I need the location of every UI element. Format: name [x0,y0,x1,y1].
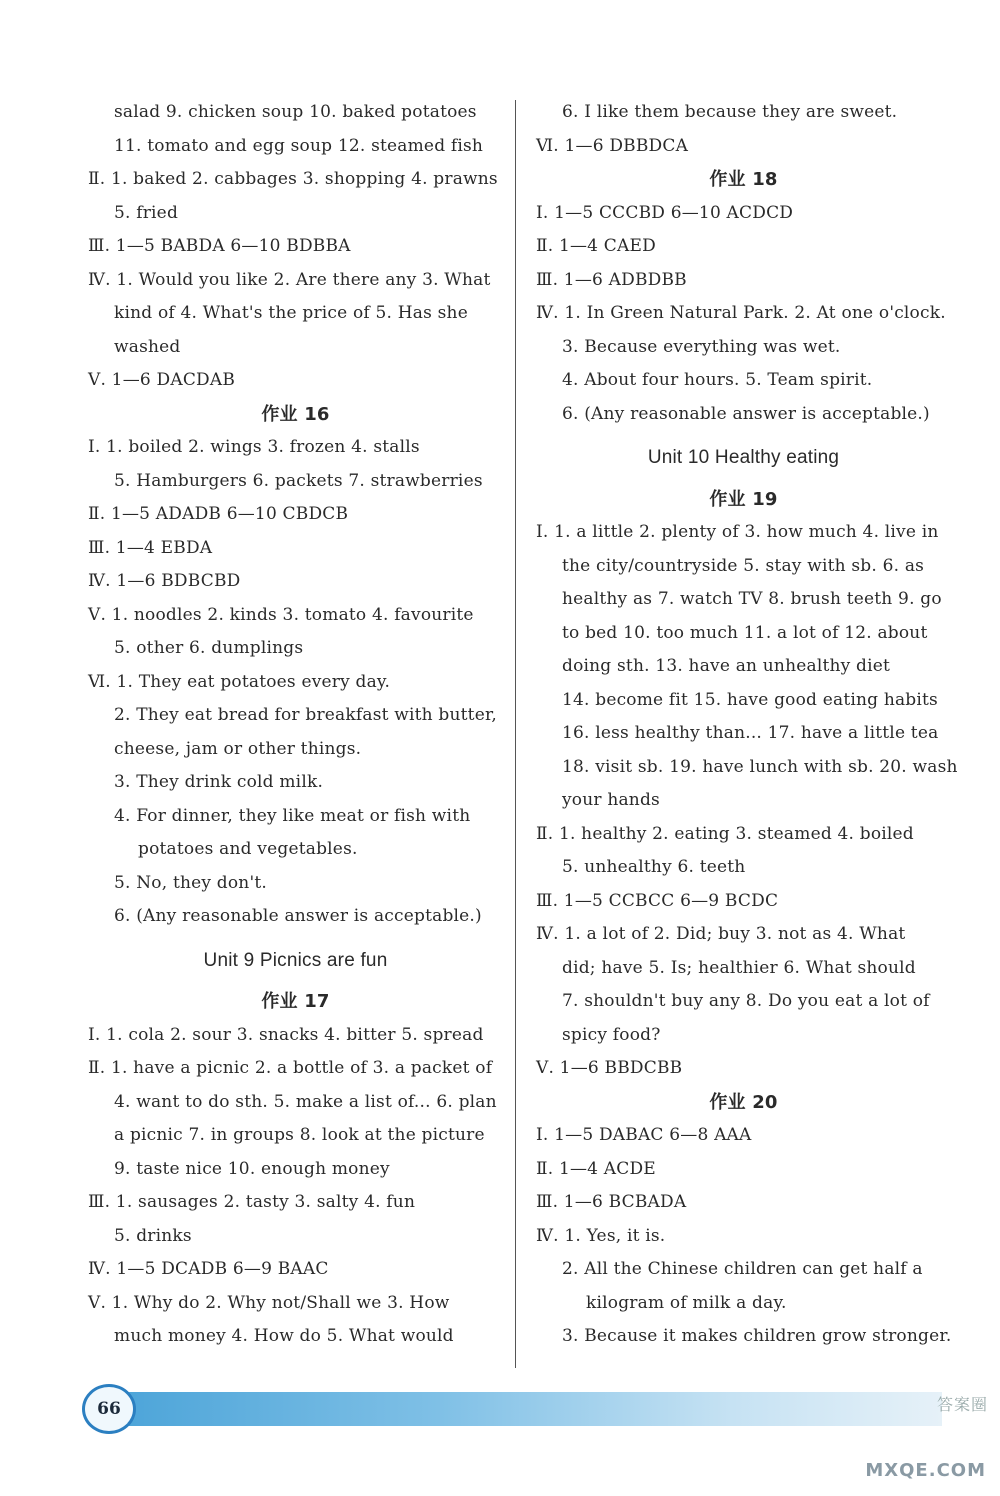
answer-line: the city/countryside 5. stay with sb. 6. as [562,555,925,576]
answer-line: Ⅲ. 1—5 CCBCC 6—9 BCDC [536,890,779,911]
answer-line: 9. taste nice 10. enough money [114,1158,390,1179]
answer-line: 11. tomato and egg soup 12. steamed fish [114,135,484,156]
answer-line: much money 4. How do 5. What would [114,1326,454,1346]
answer-line: Ⅱ. 1. baked 2. cabbages 3. shopping 4. prawns [88,169,498,189]
answer-line: Ⅵ. 1. They eat potatoes every day. [88,671,391,692]
answer-line: Ⅱ. 1. healthy 2. eating 3. steamed 4. boiled [536,823,914,844]
answer-line: Ⅱ. 1—4 CAED [536,236,656,256]
answer-line: Ⅰ. 1. boiled 2. wings 3. frozen 4. stalls [88,437,420,457]
answer-line: 2. All the Chinese children can get half a [562,1259,923,1279]
answer-line: Ⅳ. 1. Would you like 2. Are there any 3. What [88,269,491,290]
answer-line: 5. other 6. dumplings [114,638,304,658]
answer-line: 7. shouldn't buy any 8. Do you eat a lot of [562,991,930,1011]
page-number: 66 [82,1384,136,1434]
left-column [88,96,503,1354]
answer-line: Ⅲ. 1—5 BABDA 6—10 BDBBA [88,236,351,256]
page-footer [82,1384,952,1434]
right-column [536,96,958,1354]
assignment-heading: 作业 18 [709,169,778,190]
answer-line: potatoes and vegetables. [138,839,358,859]
answer-line: 2. They eat bread for breakfast with butter, [114,705,498,725]
column-divider [515,100,516,1368]
answer-line: 5. fried [114,202,179,223]
answer-line: Ⅳ. 1—6 BDBCBD [88,571,241,591]
answer-line: healthy as 7. watch TV 8. brush teeth 9. go [562,589,942,609]
answer-line: cheese, jam or other things. [114,738,362,759]
answer-line: Ⅳ. 1—5 DCADB 6—9 BAAC [88,1259,329,1279]
answer-line: 3. They drink cold milk. [114,772,324,792]
answer-line: Ⅳ. 1. Yes, it is. [536,1225,666,1246]
answer-line: Ⅵ. 1—6 DBBDCA [536,135,689,156]
answer-line: 16. less healthy than... 17. have a little tea [562,723,939,743]
assignment-heading: 作业 19 [709,488,778,510]
answer-line: Ⅰ. 1—5 DABAC 6—8 AAA [536,1125,752,1145]
answer-line: to bed 10. too much 11. a lot of 12. about [562,622,928,643]
answer-line: Ⅳ. 1. a lot of 2. Did; buy 3. not as 4. What [536,924,906,944]
answer-line: Ⅴ. 1—6 BBDCBB [536,1058,683,1078]
answer-line: salad 9. chicken soup 10. baked potatoes [114,102,477,122]
answer-line: washed [114,336,181,357]
answer-line: 6. (Any reasonable answer is acceptable.) [114,906,482,926]
answer-line: 5. No, they don't. [114,872,267,893]
answer-line: did; have 5. Is; healthier 6. What should [562,957,916,978]
watermark-logo: 答案圈 [936,1395,988,1414]
answer-line: 4. About four hours. 5. Team spirit. [562,370,873,390]
answer-line: 18. visit sb. 19. have lunch with sb. 20. wash [562,756,958,777]
answer-line: Ⅲ. 1—6 BCBADA [536,1192,687,1212]
answer-line: 6. I like them because they are sweet. [562,102,898,122]
assignment-heading: 作业 16 [261,403,330,425]
answer-line: Ⅰ. 1—5 CCCBD 6—10 ACDCD [536,202,794,223]
answer-line: Ⅲ. 1—4 EBDA [88,537,213,558]
answer-line: your hands [562,790,660,810]
answer-line: spicy food? [562,1024,661,1045]
footer-bar [102,1392,942,1426]
answer-line: doing sth. 13. have an unhealthy diet [562,656,891,676]
answer-line: Ⅱ. 1—4 ACDE [536,1158,656,1179]
answer-line: 5. unhealthy 6. teeth [562,857,746,877]
answer-line: 5. drinks [114,1225,192,1246]
answer-line: Ⅱ. 1. have a picnic 2. a bottle of 3. a packet of [88,1058,493,1078]
answer-line: Ⅴ. 1. noodles 2. kinds 3. tomato 4. favourite [88,604,474,625]
unit-heading: Unit 9 Picnics are fun [203,949,388,971]
answer-line: Ⅳ. 1. In Green Natural Park. 2. At one o'clock. [536,303,946,323]
answer-line: 5. Hamburgers 6. packets 7. strawberries [114,470,483,491]
unit-heading: Unit 10 Healthy eating [647,447,840,468]
answer-line: 14. become fit 15. have good eating habits [562,689,938,710]
answer-line: 6. (Any reasonable answer is acceptable.) [562,403,930,424]
answer-line: Ⅲ. 1—6 ADBDBB [536,269,687,290]
answer-line: a picnic 7. in groups 8. look at the picture [114,1125,485,1145]
answer-line: 4. want to do sth. 5. make a list of... 6. plan [114,1091,497,1112]
answer-line: 4. For dinner, they like meat or fish with [114,805,471,826]
answer-line: Ⅴ. 1. Why do 2. Why not/Shall we 3. How [88,1292,450,1313]
answer-line: 3. Because it makes children grow stronger. [562,1326,952,1346]
assignment-heading: 作业 20 [709,1091,778,1113]
answer-line: Ⅰ. 1. a little 2. plenty of 3. how much 4. live in [536,522,939,542]
answer-line: Ⅴ. 1—6 DACDAB [88,370,236,390]
answer-line: kind of 4. What's the price of 5. Has she [114,303,468,323]
answer-line: Ⅲ. 1. sausages 2. tasty 3. salty 4. fun [88,1192,416,1212]
assignment-heading: 作业 17 [261,991,330,1012]
answer-line: Ⅱ. 1—5 ADADB 6—10 CBDCB [88,504,349,524]
answer-line: kilogram of milk a day. [586,1292,787,1313]
answer-line: Ⅰ. 1. cola 2. sour 3. snacks 4. bitter 5. spread [88,1024,484,1045]
answer-line: 3. Because everything was wet. [562,336,841,357]
watermark-url: MXQE.COM [865,1460,986,1481]
